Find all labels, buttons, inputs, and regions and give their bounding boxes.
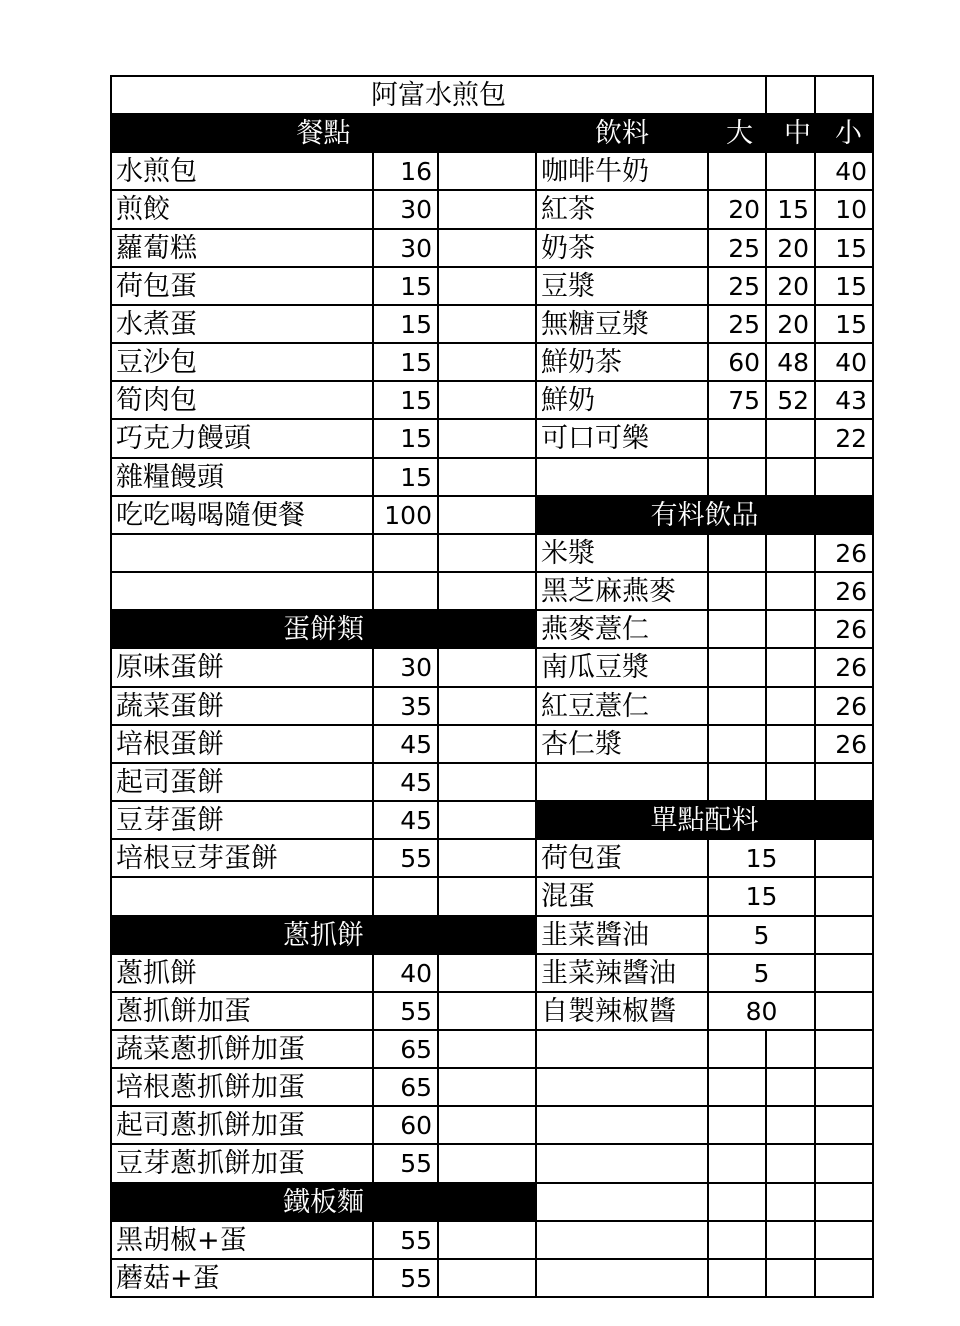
menu-item-name: 蔥抓餅 bbox=[110, 953, 374, 993]
menu-item-name: 鮮奶 bbox=[535, 380, 709, 420]
price-medium bbox=[765, 1182, 816, 1222]
drinks-header bbox=[535, 113, 874, 153]
menu-item-price: 15 bbox=[372, 266, 439, 306]
menu-item-name: 雜糧饅頭 bbox=[110, 457, 374, 497]
menu-item-price: 55 bbox=[372, 1258, 439, 1298]
blank-cell bbox=[437, 189, 537, 230]
menu-item-name: 黑芝麻燕麥 bbox=[535, 571, 709, 611]
price-medium bbox=[765, 457, 816, 497]
menu-item-name: 水煎包 bbox=[110, 151, 374, 191]
menu-item-price: 15 bbox=[372, 342, 439, 382]
price-large bbox=[707, 724, 767, 764]
price-small: 26 bbox=[814, 686, 874, 726]
menu-title: 阿富水煎包 bbox=[110, 75, 767, 115]
menu-table bbox=[110, 75, 872, 1296]
menu-item-name bbox=[535, 1029, 709, 1069]
blank-cell bbox=[437, 1143, 537, 1184]
blank-cell bbox=[437, 1105, 537, 1145]
blank-cell bbox=[437, 953, 537, 993]
price-large bbox=[707, 1182, 767, 1222]
price-large: 60 bbox=[707, 342, 767, 382]
blank-cell bbox=[437, 647, 537, 688]
section-header: 有料飲品 bbox=[535, 495, 874, 535]
price-medium: 20 bbox=[765, 228, 816, 268]
price-small bbox=[814, 1182, 874, 1222]
price-large: 25 bbox=[707, 266, 767, 306]
menu-item-name: 韭菜辣醬油 bbox=[535, 953, 709, 993]
menu-item-price: 15 bbox=[372, 418, 439, 459]
menu-item-name: 煎餃 bbox=[110, 189, 374, 230]
menu-item-name: 自製辣椒醬 bbox=[535, 991, 709, 1031]
size-label: 大 bbox=[726, 117, 753, 149]
price-large bbox=[707, 1067, 767, 1107]
price-small: 43 bbox=[814, 380, 874, 420]
menu-item-price: 5 bbox=[707, 953, 816, 993]
menu-item-price: 16 bbox=[372, 151, 439, 191]
menu-item-name: 起司蔥抓餅加蛋 bbox=[110, 1105, 374, 1145]
price-medium bbox=[765, 724, 816, 764]
menu-item-price: 65 bbox=[372, 1067, 439, 1107]
price-small: 15 bbox=[814, 228, 874, 268]
price-medium bbox=[765, 647, 816, 688]
blank-cell bbox=[814, 991, 874, 1031]
price-small: 26 bbox=[814, 724, 874, 764]
menu-item-name bbox=[535, 762, 709, 802]
menu-item-name: 杏仁漿 bbox=[535, 724, 709, 764]
price-large bbox=[707, 571, 767, 611]
blank-cell bbox=[437, 151, 537, 191]
price-small: 26 bbox=[814, 571, 874, 611]
menu-item-name bbox=[535, 1067, 709, 1107]
blank-cell bbox=[814, 838, 874, 878]
menu-item-name: 南瓜豆漿 bbox=[535, 647, 709, 688]
price-small: 40 bbox=[814, 151, 874, 191]
menu-item-name bbox=[535, 1182, 709, 1222]
section-header: 單點配料 bbox=[535, 800, 874, 840]
menu-item-name: 燕麥薏仁 bbox=[535, 609, 709, 649]
price-medium bbox=[765, 418, 816, 459]
menu-item-name: 水煮蛋 bbox=[110, 304, 374, 344]
menu-item-name: 奶茶 bbox=[535, 228, 709, 268]
menu-item-name: 米漿 bbox=[535, 533, 709, 573]
size-label: 小 bbox=[835, 117, 862, 149]
menu-item-name bbox=[535, 1220, 709, 1260]
blank-cell bbox=[437, 762, 537, 802]
menu-item-name bbox=[535, 457, 709, 497]
blank-cell bbox=[437, 495, 537, 535]
price-medium bbox=[765, 762, 816, 802]
price-large bbox=[707, 762, 767, 802]
menu-item-name: 咖啡牛奶 bbox=[535, 151, 709, 191]
blank-cell bbox=[437, 876, 537, 917]
blank-cell bbox=[437, 380, 537, 420]
menu-item-name: 巧克力饅頭 bbox=[110, 418, 374, 459]
blank-cell bbox=[814, 953, 874, 993]
blank-cell bbox=[437, 800, 537, 840]
section-header: 蛋餅類 bbox=[110, 609, 537, 649]
menu-item-price: 45 bbox=[372, 800, 439, 840]
menu-item-price: 45 bbox=[372, 724, 439, 764]
menu-item-name: 混蛋 bbox=[535, 876, 709, 917]
price-large bbox=[707, 609, 767, 649]
menu-item-name: 蔬菜蛋餅 bbox=[110, 686, 374, 726]
menu-item-name: 豆沙包 bbox=[110, 342, 374, 382]
blank-cell bbox=[437, 1220, 537, 1260]
menu-item-name bbox=[110, 876, 374, 917]
price-medium: 20 bbox=[765, 266, 816, 306]
menu-item-price: 15 bbox=[707, 838, 816, 878]
price-large: 25 bbox=[707, 228, 767, 268]
menu-item-name bbox=[110, 533, 374, 573]
menu-item-price: 55 bbox=[372, 1220, 439, 1260]
price-large bbox=[707, 1258, 767, 1298]
price-small bbox=[814, 762, 874, 802]
menu-item-price: 55 bbox=[372, 838, 439, 878]
price-medium bbox=[765, 1029, 816, 1069]
price-large bbox=[707, 457, 767, 497]
blank-cell bbox=[437, 457, 537, 497]
blank-cell bbox=[437, 838, 537, 878]
blank-cell bbox=[437, 571, 537, 611]
price-small bbox=[814, 1067, 874, 1107]
section-header: 餐點 bbox=[110, 113, 537, 153]
menu-item-name: 豆漿 bbox=[535, 266, 709, 306]
menu-item-name: 可口可樂 bbox=[535, 418, 709, 459]
blank-cell bbox=[437, 1029, 537, 1069]
price-small bbox=[814, 1029, 874, 1069]
blank-cell bbox=[814, 915, 874, 955]
price-medium: 48 bbox=[765, 342, 816, 382]
blank-cell bbox=[437, 1258, 537, 1298]
price-medium bbox=[765, 1220, 816, 1260]
price-small bbox=[814, 1258, 874, 1298]
price-medium bbox=[765, 151, 816, 191]
menu-item-price: 30 bbox=[372, 228, 439, 268]
menu-item-price: 60 bbox=[372, 1105, 439, 1145]
price-medium bbox=[765, 571, 816, 611]
price-medium bbox=[765, 1067, 816, 1107]
menu-item-name: 蘿蔔糕 bbox=[110, 228, 374, 268]
menu-item-name: 紅茶 bbox=[535, 189, 709, 230]
price-large bbox=[707, 1220, 767, 1260]
price-medium bbox=[765, 533, 816, 573]
menu-item-price: 45 bbox=[372, 762, 439, 802]
price-large: 75 bbox=[707, 380, 767, 420]
menu-item-name: 豆芽蛋餅 bbox=[110, 800, 374, 840]
blank-cell bbox=[437, 991, 537, 1031]
section-header: 蔥抓餅 bbox=[110, 915, 537, 955]
menu-item-price: 15 bbox=[707, 876, 816, 917]
menu-item-price: 15 bbox=[372, 380, 439, 420]
menu-item-price: 15 bbox=[372, 457, 439, 497]
menu-item-name: 蔥抓餅加蛋 bbox=[110, 991, 374, 1031]
price-medium bbox=[765, 609, 816, 649]
price-small: 15 bbox=[814, 266, 874, 306]
price-small: 10 bbox=[814, 189, 874, 230]
menu-item-name: 培根蛋餅 bbox=[110, 724, 374, 764]
menu-item-name: 筍肉包 bbox=[110, 380, 374, 420]
size-label: 中 bbox=[784, 117, 811, 149]
menu-item-price: 35 bbox=[372, 686, 439, 726]
drinks-header-label: 飲料 bbox=[595, 117, 649, 149]
price-large bbox=[707, 151, 767, 191]
price-small bbox=[814, 1143, 874, 1184]
menu-item-price: 55 bbox=[372, 1143, 439, 1184]
menu-item-name: 荷包蛋 bbox=[535, 838, 709, 878]
price-medium: 20 bbox=[765, 304, 816, 344]
menu-item-name bbox=[110, 571, 374, 611]
menu-item-name: 蔬菜蔥抓餅加蛋 bbox=[110, 1029, 374, 1069]
menu-item-name: 豆芽蔥抓餅加蛋 bbox=[110, 1143, 374, 1184]
menu-item-price bbox=[372, 571, 439, 611]
menu-item-name: 韭菜醬油 bbox=[535, 915, 709, 955]
blank-cell bbox=[437, 533, 537, 573]
blank-cell bbox=[437, 266, 537, 306]
menu-item-price bbox=[372, 533, 439, 573]
blank-cell bbox=[437, 228, 537, 268]
blank-cell bbox=[437, 342, 537, 382]
menu-item-name bbox=[535, 1105, 709, 1145]
section-header: 鐵板麵 bbox=[110, 1182, 537, 1222]
price-medium bbox=[765, 1105, 816, 1145]
menu-item-name: 培根豆芽蛋餅 bbox=[110, 838, 374, 878]
menu-item-price: 55 bbox=[372, 991, 439, 1031]
blank-cell bbox=[437, 1067, 537, 1107]
menu-item-name bbox=[535, 1258, 709, 1298]
title-blank-cell bbox=[814, 75, 874, 115]
price-small: 15 bbox=[814, 304, 874, 344]
menu-item-price: 30 bbox=[372, 647, 439, 688]
menu-item-name: 吃吃喝喝隨便餐 bbox=[110, 495, 374, 535]
price-large bbox=[707, 533, 767, 573]
price-large: 20 bbox=[707, 189, 767, 230]
price-medium bbox=[765, 686, 816, 726]
menu-item-price: 80 bbox=[707, 991, 816, 1031]
price-large bbox=[707, 1029, 767, 1069]
price-large bbox=[707, 418, 767, 459]
price-small: 40 bbox=[814, 342, 874, 382]
blank-cell bbox=[437, 724, 537, 764]
menu-item-name: 無糖豆漿 bbox=[535, 304, 709, 344]
price-medium: 15 bbox=[765, 189, 816, 230]
title-blank-cell bbox=[765, 75, 816, 115]
price-large bbox=[707, 647, 767, 688]
menu-item-name bbox=[535, 1143, 709, 1184]
price-small: 26 bbox=[814, 533, 874, 573]
menu-item-price bbox=[372, 876, 439, 917]
price-medium bbox=[765, 1143, 816, 1184]
menu-item-name: 起司蛋餅 bbox=[110, 762, 374, 802]
price-small: 26 bbox=[814, 647, 874, 688]
price-medium: 52 bbox=[765, 380, 816, 420]
menu-item-price: 5 bbox=[707, 915, 816, 955]
price-small bbox=[814, 1220, 874, 1260]
menu-item-name: 培根蔥抓餅加蛋 bbox=[110, 1067, 374, 1107]
blank-cell bbox=[437, 418, 537, 459]
menu-item-name: 原味蛋餅 bbox=[110, 647, 374, 688]
menu-item-name: 黑胡椒+蛋 bbox=[110, 1220, 374, 1260]
blank-cell bbox=[814, 876, 874, 917]
menu-item-name: 紅豆薏仁 bbox=[535, 686, 709, 726]
menu-item-name: 荷包蛋 bbox=[110, 266, 374, 306]
price-large bbox=[707, 1143, 767, 1184]
price-medium bbox=[765, 1258, 816, 1298]
price-small bbox=[814, 457, 874, 497]
blank-cell bbox=[437, 686, 537, 726]
menu-item-price: 30 bbox=[372, 189, 439, 230]
price-small: 22 bbox=[814, 418, 874, 459]
menu-item-price: 100 bbox=[372, 495, 439, 535]
menu-item-price: 65 bbox=[372, 1029, 439, 1069]
price-large bbox=[707, 1105, 767, 1145]
price-large bbox=[707, 686, 767, 726]
menu-item-price: 15 bbox=[372, 304, 439, 344]
menu-item-price: 40 bbox=[372, 953, 439, 993]
price-large: 25 bbox=[707, 304, 767, 344]
menu-item-name: 鮮奶茶 bbox=[535, 342, 709, 382]
blank-cell bbox=[437, 304, 537, 344]
menu-item-name: 蘑菇+蛋 bbox=[110, 1258, 374, 1298]
price-small: 26 bbox=[814, 609, 874, 649]
price-small bbox=[814, 1105, 874, 1145]
